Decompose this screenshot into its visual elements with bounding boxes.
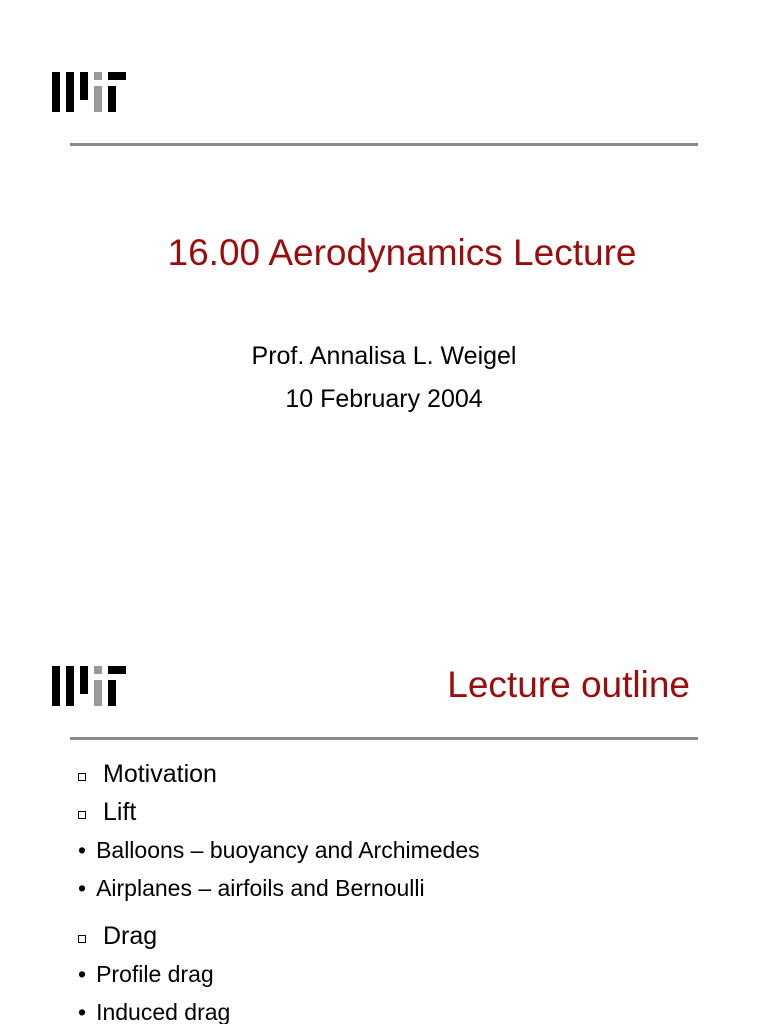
square-bullet-icon <box>78 935 86 943</box>
list-item <box>78 755 480 793</box>
round-bullet-icon: • <box>78 836 87 863</box>
sub-list-item <box>78 993 480 1024</box>
round-bullet-icon: • <box>78 998 87 1024</box>
round-bullet-icon: • <box>78 960 87 987</box>
sub-list-item-label: Induced drag <box>96 998 231 1024</box>
header-divider <box>70 737 698 740</box>
spacer <box>78 907 480 917</box>
list-item-label: Drag <box>103 921 158 950</box>
author-name: Prof. Annalisa L. Weigel <box>251 342 517 370</box>
header-divider <box>70 143 698 146</box>
lecture-date: 10 February 2004 <box>285 385 483 413</box>
list-item-label: Lift <box>103 797 137 826</box>
sub-list-item <box>78 955 480 993</box>
sub-list-item-label: Profile drag <box>96 960 214 987</box>
sub-list-item-label: Airplanes – airfoils and Bernoulli <box>96 874 425 901</box>
mit-logo-icon <box>52 666 126 706</box>
list-item <box>78 793 480 831</box>
square-bullet-icon <box>78 811 86 819</box>
slide-title: Lecture outline <box>447 664 690 705</box>
outline-slide <box>0 590 768 1024</box>
square-bullet-icon <box>78 773 86 781</box>
slide-title: 16.00 Aerodynamics Lecture <box>167 232 637 273</box>
sub-list-item <box>78 831 480 869</box>
round-bullet-icon: • <box>78 874 87 901</box>
list-item-label: Motivation <box>103 759 217 788</box>
sub-list-item-label: Balloons – buoyancy and Archimedes <box>96 836 480 863</box>
mit-logo-icon <box>52 72 126 112</box>
sub-list-item <box>78 869 480 907</box>
outline-list <box>78 755 480 1024</box>
list-item <box>78 917 480 955</box>
